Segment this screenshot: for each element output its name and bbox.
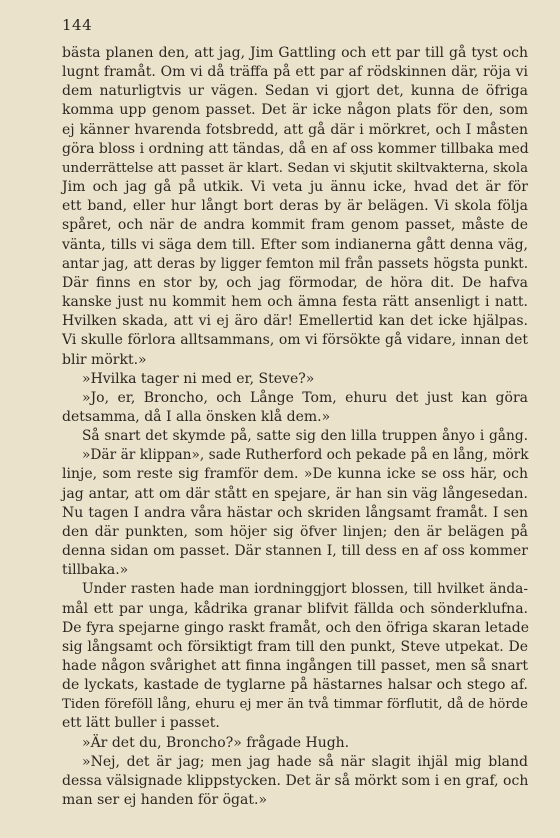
text-line: lugnt framåt. Om vi då träffa på ett par af rödskinnen där, röja vi bbox=[62, 64, 528, 81]
text-line: denna sidan om passet. Där stannen I, till dess en af oss kommer bbox=[62, 543, 528, 560]
text-line: mål ett par unga, kådrika granar blifvit fällda och sönderklufna. bbox=[62, 600, 528, 617]
text-line: sig långsamt och försiktigt fram till den punkt, Steve utpekat. De bbox=[62, 638, 528, 655]
text-line: Under rasten hade man iordninggjort blossen, till hvilket ända- bbox=[82, 581, 528, 598]
text-line: göra bloss i ordning att tändas, då en af oss kommer tillbaka med bbox=[62, 140, 529, 157]
text-line: blir mörkt.» bbox=[62, 351, 147, 368]
text-line: de lyckats, kastade de tyglarne på hästarnes halsar och stego af. bbox=[62, 677, 528, 694]
text-line: spåret, och när de andra kommit fram genom passet, måste de bbox=[62, 217, 528, 234]
text-line: underrättelse att passet är klart. Sedan vi skjutit skiltvakterna, skola bbox=[62, 160, 528, 176]
text-line: »Hvilka tager ni med er, Steve?» bbox=[82, 370, 315, 387]
text-line: antar jag, att deras by ligger femton mil från passets högsta punkt. bbox=[62, 255, 528, 272]
text-line: Vi skulle förlora alltsammans, om vi försökte gå vidare, innan det bbox=[62, 332, 528, 349]
text-line: »Jo, er, Broncho, och Långe Tom, ehuru det just kan göra bbox=[82, 389, 528, 406]
text-line: hade någon svårighet att finna ingången till passet, men så snart bbox=[62, 658, 528, 674]
text-line: Där finns en stor by, och jag förmodar, de höra dit. De hafva bbox=[62, 274, 528, 291]
text-line: De fyra spejarne gingo raskt framåt, och den öfriga skaran letade bbox=[62, 619, 530, 636]
text-line: vänta, tills vi säga dem till. Efter som indianerna gått denna väg, bbox=[62, 236, 528, 253]
text-line: »Där är klippan», sade Rutherford och pekade på en lång, mörk bbox=[82, 447, 529, 464]
text-line: linje, som reste sig framför dem. »De kunna icke se oss här, och bbox=[62, 466, 528, 483]
body-text bbox=[62, 44, 528, 810]
text-line: dessa välsignade klippstycken. Det är så mörkt som i en graf, och bbox=[62, 772, 529, 789]
text-line: dem naturligtvis ur vägen. Sedan vi gjort det, kunna de öfriga bbox=[62, 83, 528, 100]
page-number: 144 bbox=[62, 16, 93, 34]
text-line: jag antar, att om där stått en spejare, är han sin väg långesedan. bbox=[62, 485, 528, 502]
text-line: Tiden föreföll lång, ehuru ej mer än två timmar förflutit, då de hörde bbox=[62, 697, 528, 713]
text-line: komma upp genom passet. Det är icke någon plats för den, som bbox=[62, 102, 528, 119]
text-line: detsamma, då I alla önsken klå dem.» bbox=[62, 408, 331, 425]
text-line: Jim och jag gå på utkik. Vi veta ju ännu icke, hvad det är för bbox=[62, 179, 528, 196]
text-line: Hvilken skada, att vi ej äro där! Emellertid kan det icke hjälpas. bbox=[62, 313, 528, 330]
text-line: den där punkten, som höjer sig öfver linjen; den är belägen på bbox=[62, 523, 528, 540]
text-line: Nu tagen I andra våra hästar och skriden långsamt framåt. I sen bbox=[62, 504, 528, 521]
text-line: ett lätt buller i passet. bbox=[62, 715, 220, 732]
text-line: Så snart det skymde på, satte sig den lilla truppen ånyo i gång. bbox=[82, 428, 528, 445]
text-line: ett band, eller hur långt bort deras by är belägen. Vi skola följa bbox=[62, 198, 528, 215]
text-line: ej känner hvarenda fotsbredd, att gå där i mörkret, och I måsten bbox=[62, 121, 528, 138]
text-line: »Nej, det är jag; men jag hade så när slagit ihjäl mig bland bbox=[82, 753, 528, 770]
text-line: man ser ej handen för ögat.» bbox=[62, 792, 268, 809]
text-line: »Är det du, Broncho?» frågade Hugh. bbox=[82, 734, 350, 751]
text-line: kanske just nu kommit hem och ämna festa rätt ansenligt i natt. bbox=[62, 294, 528, 311]
text-line: bästa planen den, att jag, Jim Gattling och ett par till gå tyst och bbox=[62, 45, 528, 61]
text-line: tillbaka.» bbox=[62, 562, 129, 579]
